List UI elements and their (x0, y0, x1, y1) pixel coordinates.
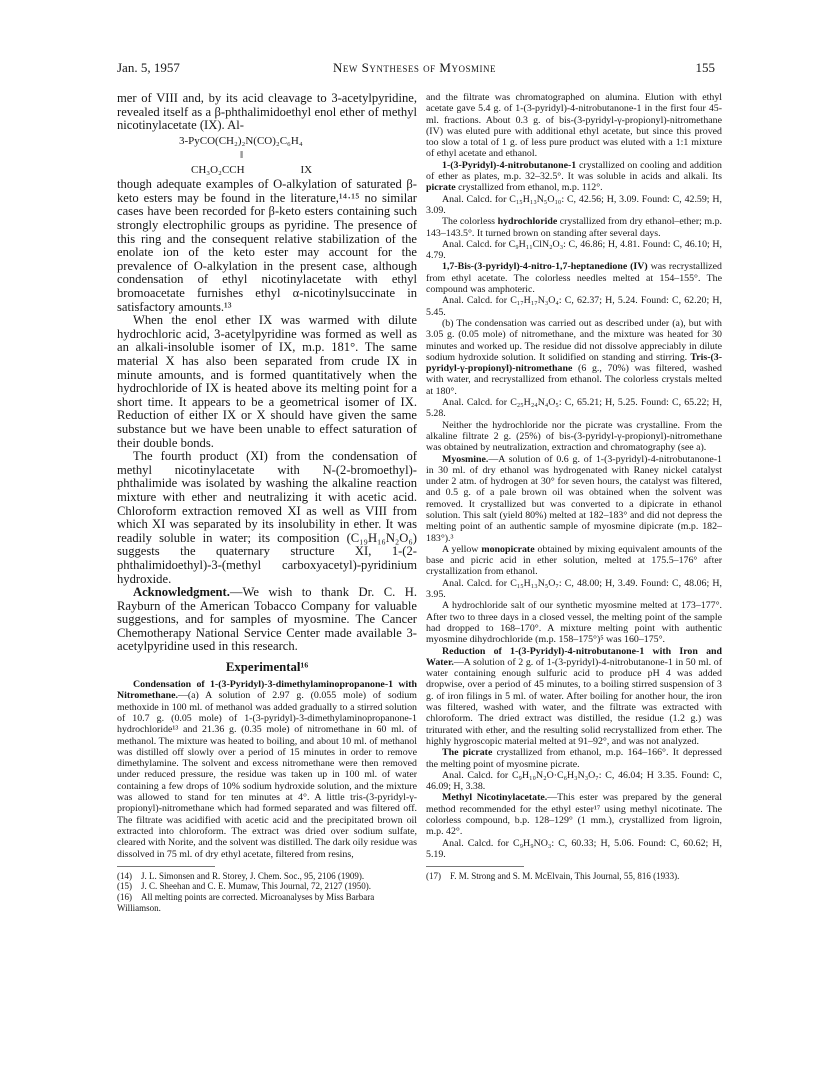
reduction-text: —A solution of 2 g. of 1-(3-pyridyl)-4-nitrobutanone-1 in 50 ml. of water containing enough sulfuric acid to produce pH 4 was added dropwise, over a period of 45 minutes, to a boiling stirred suspension of 3 g. of iron filings in 5 ml. of water. After boiling for another hour, the iron was filtered, washed with water, and the filtrate was extracted with chloroform. The dried extract was distilled, the residue (1.2 g.) was triturated with ether, and the resulting solid recrystallized from ether. The highly hygroscopic material melted at 91–92°, and was not analyzed. (426, 656, 722, 747)
footnote-divider-right (426, 866, 524, 867)
analysis-1: Anal. Calcd. for C₁₅H₁₃N₅O₁₀: C, 42.56; H, 3.09. Found: C, 42.59; H, 3.09. (426, 193, 722, 216)
paragraph-picrate (426, 747, 722, 770)
footnote-divider-left (117, 866, 215, 867)
picrate-title: The picrate (442, 747, 493, 759)
footnote-16-text: All melting points are corrected. Microanalyses by Miss Barbara Williamson. (117, 892, 375, 913)
tris-text: (6 g., 70%) was filtered, washed with water, and recrystallized from ethanol. The colorless crystals melted at 180°. (426, 363, 722, 397)
hydrochloride-term: hydrochloride (497, 216, 558, 228)
acknowledgment-text: —We wish to thank Dr. C. H. Rayburn of the American Tobacco Company for valuable suggestions, and for samples of myosmine. The Cancer Chemotherapy National Service Center made available 3-acetylpyridine used in this research. (117, 585, 417, 654)
paragraph-chromatography: and the filtrate was chromatographed on alumina. Elution with ethyl acetate gave 5.4 g. of 1-(3-pyridyl)-4-nitrobutanone-1 in the first four 45-ml. fractions. About 0.3 g. of bis-(3-pyridyl-γ-propionyl)-nitromethane (IV) was eluted pure with additional ethyl acetate, but since this proved too slow a total of 1 g. of less pure product was eluted with a 1:1 mixture of ethyl acetate and ethanol. (426, 92, 722, 160)
paragraph-o-alkylation: though adequate examples of O-alkylation of saturated β-keto esters may be found in the literature,¹⁴·¹⁵ no similar cases have been recorded for β-keto esters containing such strongly electrophilic groups as pyridine. The presence of this ring and the consequent relative stabilization of the enolate ion of the keto ester may account for the prevalence of O-alkylation in the present case, although condensation of ethyl nicotinylacetate with ethyl bromoacetate furnishes ethyl α-nicotinylsuccinate in satisfactory amounts.¹³ (117, 177, 417, 314)
paragraph-enol-ether-warmed: When the enol ether IX was warmed with dilute hydrochloric acid, 3-acetylpyridine was formed as well as an alkali-insoluble isomer of IX, m.p. 181°. The same material X has also been separated from crude IX in minute amounts, and is formed quantitatively when the hydrochloride of IX is heated above its melting point for a short time. It appears to be a geometrical isomer of IX. Reduction of either IX or X should have given the same substance but we have been unable to effect saturation of their double bonds. (117, 313, 417, 450)
myosmine-text: —A solution of 0.6 g. of 1-(3-pyridyl)-4-nitrobutanone-1 in 30 ml. of dry ethanol was hydrogenated with Raney nickel catalyst under 2 atm. of hydrogen at 30° for seven hours, the catalyst was filtered, and 0.5 g. of a pale brown oil was obtained when the solvent was removed. It crystallized but was converted to a dipicrate in ethanol solution. This salt (yield 80%) melted at 182–183° and did not depress the melting point of an authentic sample of myosmine dipicrate (m.p. 182–183°).³ (426, 453, 722, 544)
tris-title: Tris-(3-pyridyl-γ-propionyl)-nitromethane (426, 351, 723, 375)
footnote-17 (426, 871, 722, 882)
formula-ix-group: CH₃O₂CCH (191, 163, 245, 176)
paragraph-neither: Neither the hydrochloride nor the picrate was crystalline. From the alkaline filtrate 2 g. (25%) of bis-(3-pyridyl-γ-propionyl)-nitromethane was obtained by neutralization, extraction and chromatography (see a). (426, 419, 722, 454)
condensation-b-text: (b) The condensation was carried out as described under (a), but with 3.05 g. (0.05 mole) of nitromethane, and the mixture was heated for 30 minutes and worked up. The residue did not dissolve appreciably in dilute sodium hydroxide solution. It solidified on standing and stirring. (426, 317, 722, 363)
footnote-14-text: J. L. Simonsen and R. Storey, J. Chem. Soc., 95, 2106 (1909). (141, 870, 365, 881)
paragraph-hydrochloride (426, 216, 722, 239)
paragraph-monopicrate (426, 544, 722, 578)
paragraph-condensation (117, 679, 417, 860)
methyl-nicotinylacetate-text: —This ester was prepared by the general method recommended for the ethyl ester¹⁷ using methyl nicotinate. The colorless compound, b.p. 128–129° (1 mm.), crystallized from ligroin, m.p. 42°. (426, 792, 722, 838)
footnote-14-number: (14) (117, 870, 132, 881)
monopicrate-term: monopicrate (481, 543, 535, 555)
methyl-nicotinylacetate-title: Methyl Nicotinylacetate. (442, 792, 548, 804)
analysis-6: Anal. Calcd. for C₉H₁₀N₂O·C₆H₃N₃O₇: C, 46.04; H 3.35. Found: C, 46.09; H, 3.38. (426, 769, 722, 793)
footnote-17-number: (17) (426, 871, 441, 882)
experimental-heading: Experimental¹⁶ (225, 660, 309, 675)
footnote-14 (117, 871, 417, 882)
heptanedione-title: 1,7-Bis-(3-pyridyl)-4-nitro-1,7-heptanedione (IV) (442, 261, 648, 273)
analysis-7: Anal. Calcd. for C₉H₉NO₃: C, 60.33; H, 5.06. Found: C, 60.62; H, 5.19. (426, 837, 722, 860)
paragraph-nitrobutanone (426, 160, 722, 194)
footnote-15-text: J. C. Sheehan and C. E. Mumaw, This Journal, 72, 2127 (1950). (141, 881, 371, 892)
nitrobutanone-title: 1-(3-Pyridyl)-4-nitrobutanone-1 (442, 159, 577, 171)
reduction-title: Reduction of 1-(3-Pyridyl)-4-nitrobutanone-1 with Iron and Water. (426, 645, 722, 668)
nitrobutanone-text: crystallized on cooling and addition of ether as plates, m.p. 32–32.5°. It was soluble in acids and alkali. Its (426, 159, 722, 183)
myosmine-title: Myosmine. (442, 453, 489, 465)
hydrochloride-lead: The colorless (442, 216, 498, 228)
header-title: New Syntheses of Myosmine (333, 60, 496, 75)
analysis-3: Anal. Calcd. for C₁₇H₁₇N₃O₄: C, 62.37; H, 5.24. Found: C, 62.20; H, 5.45. (426, 295, 722, 318)
paragraph-methyl-nicotinylacetate (426, 792, 722, 837)
footnote-16-number: (16) (117, 892, 132, 902)
condensation-title: Condensation of 1-(3-Pyridyl)-3-dimethylaminopropanone-1 with Nitromethane. (117, 679, 417, 702)
formula-ix-line1: 3-PyCO(CH₂)₂N(CO)₂C₆H₄ (179, 134, 303, 147)
paragraph-hydrochloride-salt: A hydrochloride salt of our synthetic myosmine melted at 173–177°. After two to three days in a closed vessel, the melting point of the sample had dropped to 168–170°. A mixture melting point with authentic myosmine dihydrochloride (m.p. 158–175°)⁵ was 160–175°. (426, 600, 722, 646)
header-date: Jan. 5, 1957 (117, 60, 180, 75)
analysis-5: Anal. Calcd. for C₁₅H₁₃N₅O₇: C, 48.00; H, 3.49. Found: C, 48.06; H, 3.95. (426, 577, 722, 601)
left-column (117, 92, 417, 913)
formula-ix-line3 (117, 164, 417, 177)
paragraph-myosmine (426, 454, 722, 544)
nitrobutanone-end: crystallized from ethanol, m.p. 112°. (455, 182, 603, 194)
footnote-15 (117, 881, 417, 892)
condensation-text: —(a) A solution of 2.97 g. (0.055 mole) of sodium methoxide in 100 ml. of methanol was added gradually to a stirred solution of 10.7 g. (0.05 mole) of 1-(3-pyridyl)-3-dimethylaminopropanone-1 hydrochloride¹³ and 21.36 g. (0.35 mole) of nitromethane in 60 ml. of methanol. The mixture was heated to boiling, and about 10 ml. of methanol was distilled off slowly over a period of 15 minutes in order to remove dimethylamine. The solvent and excess nitromethane were then removed under reduced pressure, the residue was taken up in 100 ml. of water containing a few drops of 10% sodium hydroxide solution, and the mixture was allowed to stand for ten minutes at 4°. A little tris-(3-pyridyl-γ-propionyl)-nitromethane which had formed separated and was filtered off. The filtrate was acidified with acetic acid and the precipitated brown oil extracted into chloroform. The extract was dried over sodium sulfate, cleared with Norite, and the solvent was distilled. The dark oily residue was dissolved in 75 ml. of dry ethyl acetate, filtered from resins, (117, 690, 417, 860)
footnote-15-number: (15) (117, 881, 132, 892)
hydrochloride-text: crystallized from dry ethanol–ether; m.p. 143–143.5°. It turned brown on standing after several days. (426, 216, 722, 239)
nitrobutanone-picrate: picrate (426, 182, 456, 194)
paragraph-enol-ether: mer of VIII and, by its acid cleavage to 3-acetylpyridine, revealed itself as a β-phthalimidoethyl enol ether of methyl nicotinylacetate (IX). Al- (117, 91, 417, 133)
footnote-16 (117, 892, 417, 913)
paragraph-condensation-b (426, 318, 722, 397)
monopicrate-text: obtained by mixing equivalent amounts of the base and picric acid in ether solution, melted at 175.5–176° after crystallization from ethanol. (426, 543, 722, 578)
picrate-text: crystallized from ethanol, m.p. 164–166°. It depressed the melting point of myosmine picrate. (426, 747, 722, 770)
paragraph-heptanedione (426, 261, 722, 295)
paragraph-fourth-product: The fourth product (XI) from the condensation of methyl nicotinylacetate with N-(2-bromoethyl)-phthalimide was isolated by washing the alkaline reaction mixture with ether and neutralizing it with acetic acid. Chloroform extraction removed XI as well as VIII from which XI was separated by its insolubility in ether. It was readily soluble in water; its composition (C₁₉H₁₆N₂O₆) suggests the quaternary structure XI, 1-(2-phthalimidoethyl)-3-(methyl carboxyacetyl)-pyridinium hydroxide. (117, 449, 417, 586)
analysis-4: Anal. Calcd. for C₂₅H₂₄N₄O₅: C, 65.21; H, 5.25. Found: C, 65.22; H, 5.28. (426, 397, 722, 420)
header-page-number: 155 (695, 60, 715, 75)
acknowledgment-title: Acknowledgment. (133, 585, 230, 600)
analysis-2: Anal. Calcd. for C₉H₁₁ClN₂O₃: C, 46.86; H, 4.81. Found: C, 46.10; H, 4.79. (426, 238, 722, 262)
footnote-17-text: F. M. Strong and S. M. McElvain, This Journal, 55, 816 (1933). (450, 871, 680, 882)
paragraph-acknowledgment (117, 586, 417, 654)
right-column (426, 92, 722, 882)
formula-ix-line2: ‖ (240, 149, 244, 162)
formula-ix-label: IX (300, 163, 313, 176)
monopicrate-lead: A yellow (442, 543, 482, 555)
paragraph-reduction (426, 646, 722, 748)
heptanedione-text: was recrystallized from ethyl acetate. The colorless needles melted at 154–155°. The compound was amphoteric. (426, 261, 722, 296)
